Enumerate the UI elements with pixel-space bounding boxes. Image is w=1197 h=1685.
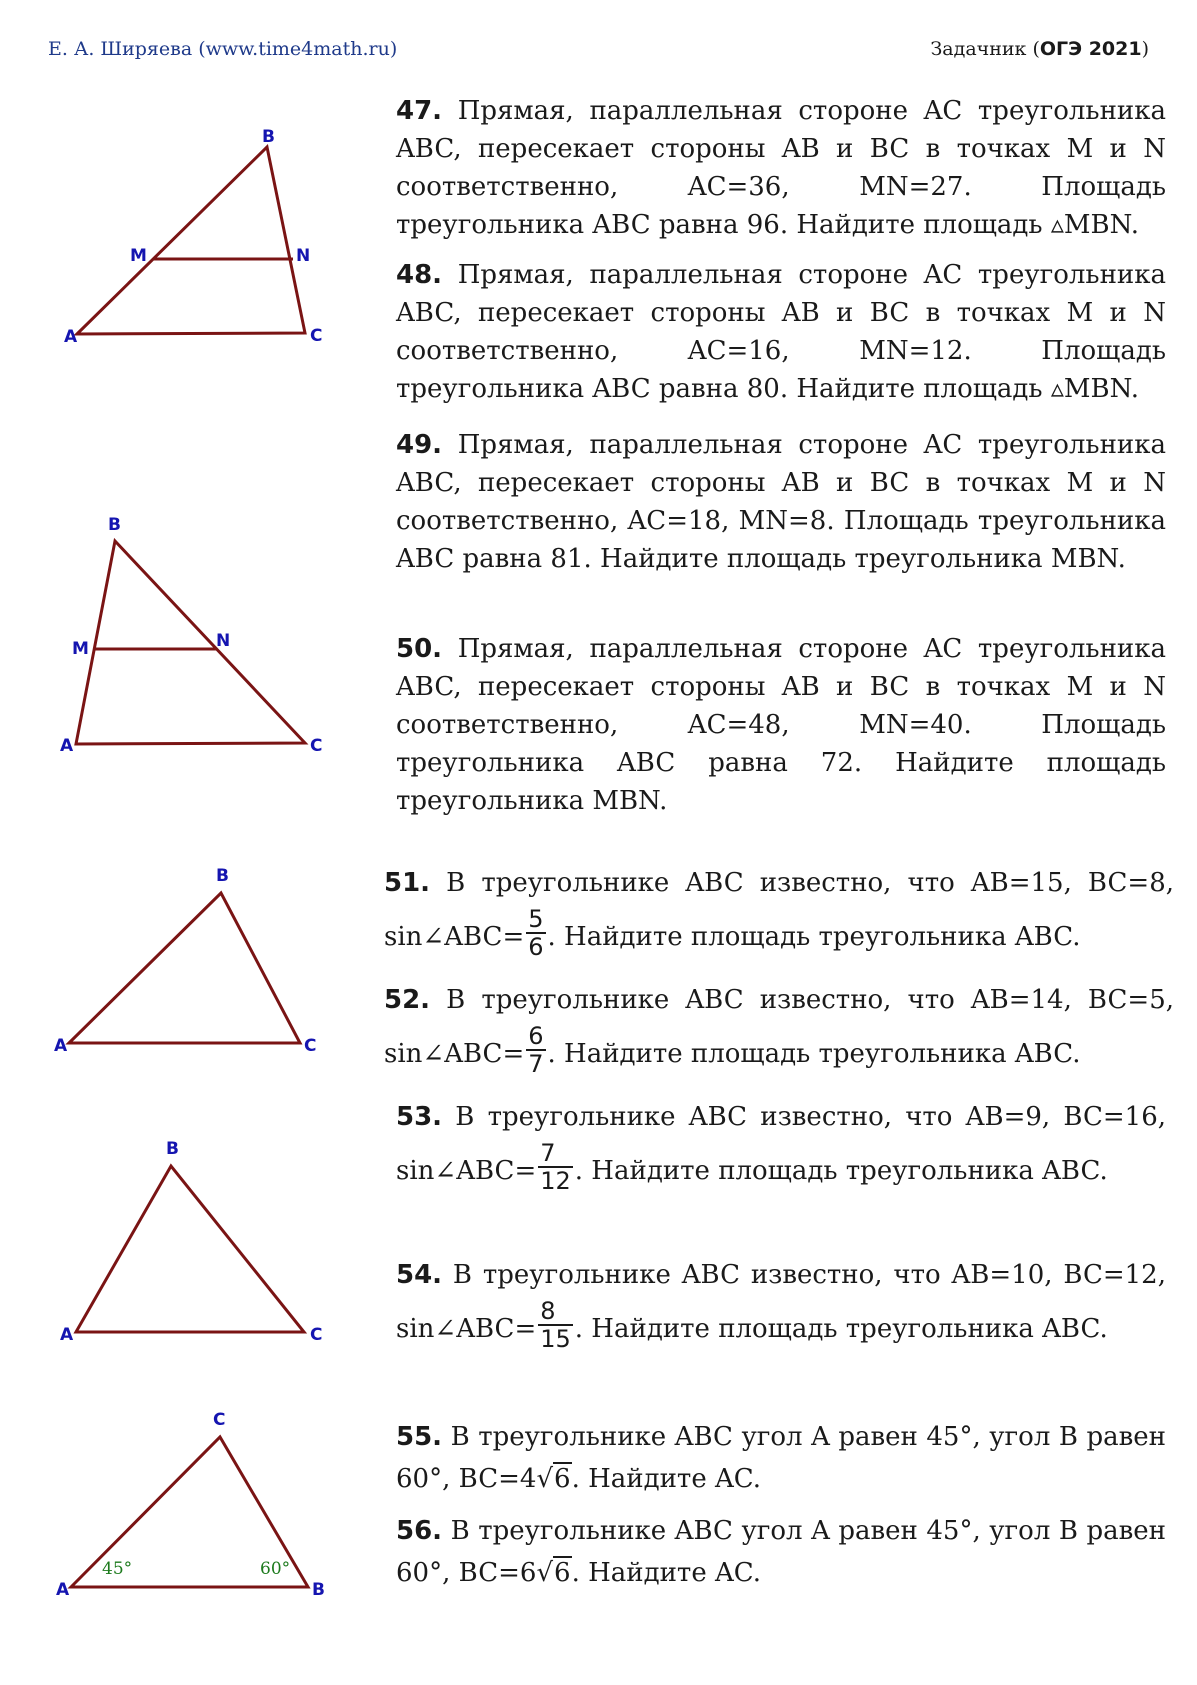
label-a: A [64,327,78,347]
angle-a-label: 45° [102,1559,133,1579]
problem-number: 54. [396,1260,443,1290]
problem-number: 55. [396,1422,443,1452]
problem-text: Прямая, параллельная стороне AC треугольника ABC, пересекает стороны AB и BC в точках M и N соответственно, AC=48, MN=40. Площадь треугольника ABC равна 72. Найдите площадь треугольника MBN. [396,634,1166,816]
problem-text-end: . Найдите площадь треугольника ABC. [574,1156,1108,1186]
problem-text: В треугольнике ABC известно, что AB=14, BC=5, sin∠ABC= [384,985,1174,1069]
fraction [526,907,545,959]
sqrt-radicand: 6 [554,1464,571,1494]
figure-triangle-mn-1 [50,120,350,364]
figure-3-svg [50,860,350,1060]
label-m: M [72,639,89,659]
label-a: A [54,1036,68,1056]
fraction [526,1024,545,1076]
problem-text: В треугольнике ABC известно, что AB=9, BC=16, sin∠ABC= [396,1102,1166,1186]
problem-48 [396,256,1166,408]
problem-number: 47. [396,96,443,126]
figure-4-svg [50,1140,350,1360]
problem-number: 48. [396,260,443,290]
problem-49 [396,426,1166,578]
problem-number: 52. [384,985,431,1015]
problem-text-end: . Найдите AC. [571,1464,761,1494]
figure-1-svg [50,120,350,360]
problem-53 [396,1090,1166,1198]
label-a: A [60,1325,74,1345]
fraction-numerator: 8 [538,1299,573,1326]
angle-b-label: 60° [260,1559,291,1579]
problem-text: В треугольнике ABC угол A равен 45°, угол B равен 60°, BC=4 [396,1422,1166,1494]
problem-54 [396,1248,1166,1356]
label-c: C [213,1410,226,1430]
label-n: N [296,246,311,266]
fraction-denominator: 12 [540,1167,571,1195]
label-a: A [60,736,74,756]
triangle-abc [76,1166,304,1332]
problem-text: Прямая, параллельная стороне AC треугольника ABC, пересекает стороны AB и BC в точках M и N соответственно, AC=18, MN=8. Площадь треугольника ABC равна 81. Найдите площадь треугольника MBN. [396,430,1166,574]
triangle-abc [77,147,305,334]
figure-5-svg [50,1405,350,1605]
header-exam: ОГЭ 2021 [1039,38,1142,60]
figure-2-svg [50,500,350,760]
problem-47 [396,92,1166,244]
problem-number: 53. [396,1102,443,1132]
problem-text-end: . Найдите площадь треугольника ABC. [547,922,1081,952]
triangle-abc [69,893,300,1043]
header-book-label: Задачник ( [930,38,1040,60]
problem-text: Прямая, параллельная стороне AC треугольника ABC, пересекает стороны AB и BC в точках M и N соответственно, AC=36, MN=27. Площадь треугольника ABC равна 96. Найдите площадь ▵MBN. [396,96,1166,240]
figure-triangle-4 [50,1140,350,1364]
label-m: M [130,246,147,266]
label-n: N [216,631,231,651]
problem-52 [384,973,1174,1081]
sqrt-radicand: 6 [554,1558,571,1588]
fraction-numerator: 6 [528,1022,544,1050]
problem-51 [384,856,1174,964]
label-c: C [310,326,323,346]
label-c: C [310,1325,323,1345]
header-author: Е. А. Ширяева (www.time4math.ru) [48,38,398,60]
problem-text-end: . Найдите площадь треугольника ABC. [547,1039,1081,1069]
problem-text: В треугольнике ABC известно, что AB=10, BC=12, sin∠ABC= [396,1260,1166,1344]
problem-50 [396,630,1166,820]
problem-text: В треугольнике ABC угол A равен 45°, угол B равен 60°, BC=6 [396,1516,1166,1588]
sqrt-sign: √ [536,1464,554,1494]
label-b: B [216,866,229,886]
problem-text-end: . Найдите AC. [571,1558,761,1588]
problem-text: Прямая, параллельная стороне AC треугольника ABC, пересекает стороны AB и BC в точках M и N соответственно, AC=16, MN=12. Площадь треугольника ABC равна 80. Найдите площадь ▵MBN. [396,260,1166,404]
label-b: B [108,515,121,535]
header-close-paren: ) [1141,38,1149,60]
problem-number: 49. [396,430,443,460]
problem-text: В треугольнике ABC известно, что AB=15, BC=8, sin∠ABC= [384,868,1174,952]
problem-number: 50. [396,634,443,664]
label-c: C [304,1036,317,1056]
label-a: A [56,1580,70,1600]
fraction-denominator: 6 [528,933,544,961]
fraction-denominator: 7 [528,1050,544,1078]
label-b: B [262,127,275,147]
problem-text-end: . Найдите площадь треугольника ABC. [574,1314,1108,1344]
sqrt-sign: √ [536,1558,554,1588]
fraction [538,1299,573,1351]
figure-triangle-5 [50,1405,350,1609]
label-b: B [166,1139,179,1159]
label-b: B [312,1580,325,1600]
figure-triangle-3 [50,860,350,1064]
header-book-title [930,38,1149,60]
fraction [538,1141,573,1193]
problem-number: 56. [396,1516,443,1546]
fraction-numerator: 5 [528,905,544,933]
problem-number: 51. [384,868,431,898]
fraction-numerator: 7 [538,1141,573,1168]
problem-56 [396,1510,1166,1594]
problem-55 [396,1416,1166,1500]
label-c: C [310,736,323,756]
figure-triangle-mn-2 [50,500,350,764]
triangle-abc [76,541,305,744]
fraction-denominator: 15 [540,1325,571,1353]
